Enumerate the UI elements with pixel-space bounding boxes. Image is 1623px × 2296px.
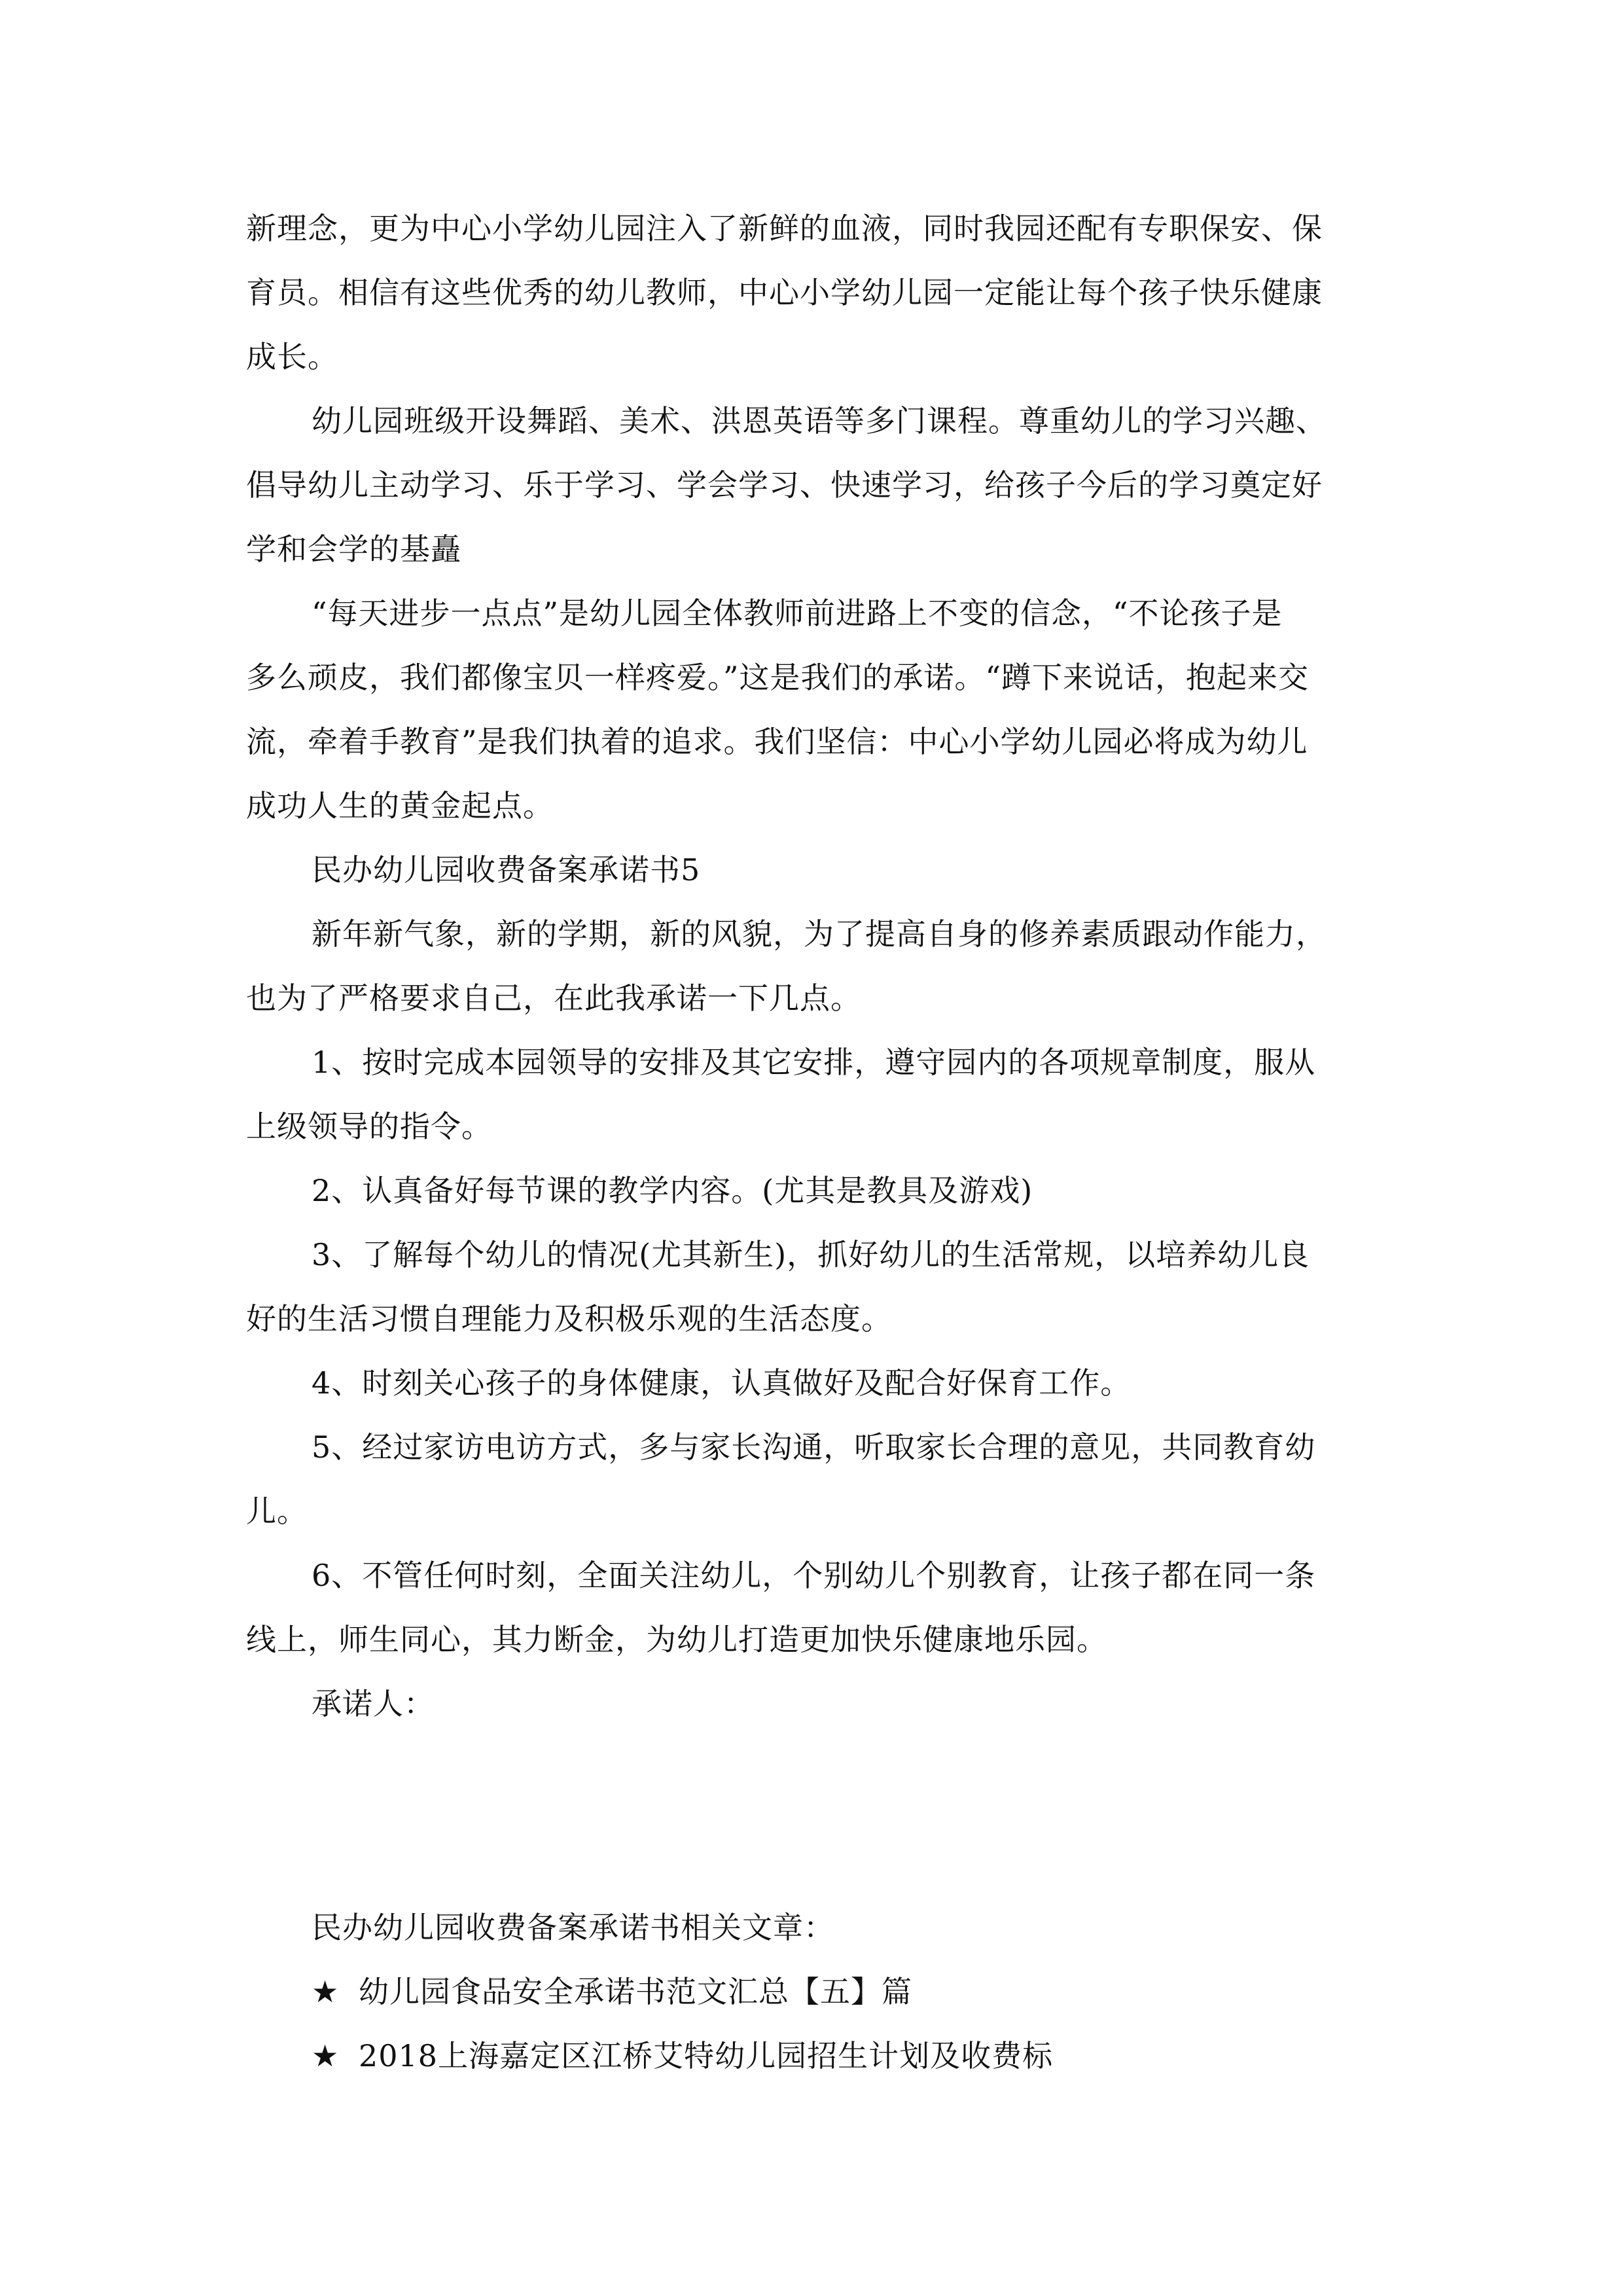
list-item: [246, 1158, 1381, 1223]
paragraph: [246, 389, 1381, 581]
text-line: 线上，师生同心，其力断金，为幼儿打造更加快乐健康地乐园。: [246, 1622, 1107, 1657]
paragraph: [246, 902, 1381, 1030]
list-item: [246, 1351, 1381, 1415]
text-line: 成长。: [246, 339, 338, 374]
text-line: 新年新气象，新的学期，新的风貌，为了提高自身的修养素质跟动作能力，: [312, 916, 1327, 952]
text-line: 3、了解每个幼儿的情况(尤其新生)，抓好幼儿的生活常规，以培养幼儿良: [312, 1237, 1310, 1272]
text-line: 倡导幼儿主动学习、乐于学习、学会学习、快速学习，给孩子今后的学习奠定好: [246, 467, 1323, 503]
text-line: 学和会学的基矗: [246, 531, 461, 567]
document-body: [246, 196, 1381, 2088]
text-line: 5、经过家访电访方式，多与家长沟通，听取家长合理的意见，共同教育幼: [312, 1429, 1316, 1465]
list-item: [246, 1415, 1381, 1543]
text-line: 1、按时完成本园领导的安排及其它安排，遵守园内的各项规章制度，服从: [312, 1045, 1316, 1080]
text-line: 2、认真备好每节课的教学内容。(尤其是教具及游戏): [312, 1173, 1033, 1208]
text-line: 幼儿园班级开设舞蹈、美术、洪恩英语等多门课程。尊重幼儿的学习兴趣、: [312, 403, 1327, 439]
text-line: 儿。: [246, 1494, 308, 1529]
signature-label: 承诺人：: [312, 1686, 435, 1721]
text-line: 上级领导的指令。: [246, 1109, 492, 1144]
list-item: [246, 1543, 1381, 1672]
text-line: 成功人生的黄金起点。: [246, 788, 554, 823]
star-icon: ★: [312, 2038, 340, 2073]
list-item: [246, 1223, 1381, 1351]
text-line: 也为了严格要求自己，在此我承诺一下几点。: [246, 980, 861, 1016]
text-line: 多么顽皮，我们都像宝贝一样疼爱。”这是我们的承诺。“蹲下来说话，抱起来交: [246, 660, 1310, 695]
related-article-link[interactable]: [246, 2024, 1381, 2088]
text-line: “每天进步一点点”是幼儿园全体教师前进路上不变的信念，“不论孩子是: [312, 596, 1283, 631]
list-item: [246, 1030, 1381, 1158]
text-line: 4、时刻关心孩子的身体健康，认真做好及配合好保育工作。: [312, 1365, 1132, 1401]
star-icon: ★: [312, 1974, 340, 2009]
related-article-text[interactable]: 幼儿园食品安全承诺书范文汇总【五】篇: [359, 1974, 912, 2009]
related-article-link[interactable]: [246, 1960, 1381, 2024]
section-title: 民办幼儿园收费备案承诺书5: [312, 852, 701, 888]
related-articles-title: 民办幼儿园收费备案承诺书相关文章：: [312, 1910, 834, 1945]
text-line: 育员。相信有这些优秀的幼儿教师，中心小学幼儿园一定能让每个孩子快乐健康: [246, 275, 1323, 310]
paragraph: [246, 196, 1381, 389]
text-line: 6、不管任何时刻，全面关注幼儿，个别幼儿个别教育，让孩子都在同一条: [312, 1558, 1316, 1593]
text-line: 新理念，更为中心小学幼儿园注入了新鲜的血液，同时我园还配有专职保安、保: [246, 211, 1323, 246]
text-line: 流，牵着手教育”是我们执着的追求。我们坚信：中心小学幼儿园必将成为幼儿: [246, 724, 1308, 759]
related-article-text[interactable]: 2018上海嘉定区江桥艾特幼儿园招生计划及收费标: [359, 2038, 1054, 2073]
paragraph: [246, 581, 1381, 838]
spacer: [246, 1736, 1381, 1895]
text-line: 好的生活习惯自理能力及积极乐观的生活态度。: [246, 1301, 892, 1336]
